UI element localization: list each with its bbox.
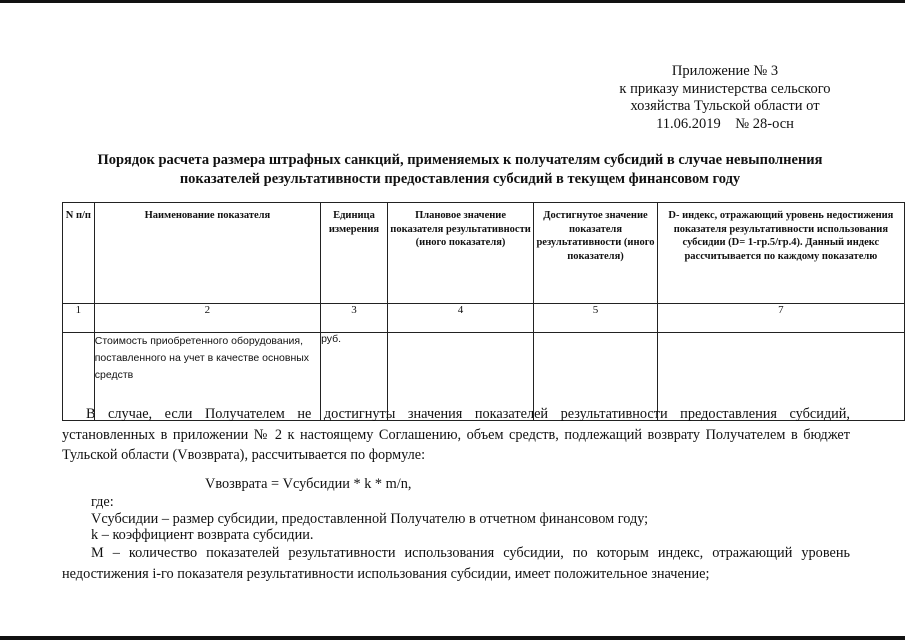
appendix-ministry-line: хозяйства Тульской области от [630, 98, 820, 114]
appendix-date-number: 11.06.2019 № 28-осн [656, 115, 794, 132]
definition-v-subsidy: Vсубсидии – размер субсидии, предоставленной Получателю в отчетном финансовом году; [91, 511, 649, 527]
page-top-border [0, 0, 905, 3]
appendix-number: Приложение № 3 [671, 63, 779, 79]
header-d-index: D- индекс, отражающий уровень недостижения показателя результативности использования субсидии (D= 1-гр.5/гр.4). Данный индекс рассчитывается по каждому показателю [657, 203, 904, 304]
header-number: N п/п [63, 203, 95, 304]
document-title: Порядок расчета размера штрафных санкций, применяемых к получателям субсидий в случае невыполнения показателей результативности предоставления субсидий в текущем финансовом году [97, 152, 823, 187]
column-number-2: 2 [94, 304, 320, 333]
where-label: где: [91, 494, 114, 510]
table-header-row [63, 203, 905, 304]
cell-unit: руб. [321, 333, 388, 421]
cell-indicator-name: Стоимость приобретенного оборудования, поставленного на учет в качестве основных средств [94, 333, 320, 421]
formula: Vвозврата = Vсубсидии * k * m/n, [205, 476, 412, 492]
header-achieved-value: Достигнутое значение показателя результативности (иного показателя) [534, 203, 658, 304]
column-number-5: 5 [534, 304, 658, 333]
indicators-table [62, 202, 905, 421]
column-number-1: 1 [63, 304, 95, 333]
header-indicator-name: Наименование показателя [94, 203, 320, 304]
page-bottom-border [0, 636, 905, 640]
definition-k: k – коэффициент возврата субсидии. [91, 527, 314, 543]
paragraph-return-condition: В случае, если Получателем не достигнуты значения показателей результативности предоставления субсидий, установленных в приложении № 2 к настоящему Соглашению, объем средств, подлежащий возврату Получателем в бюджет Тульской области (Vвозврата), рассчитывается по формуле: [62, 406, 850, 463]
appendix-header [560, 63, 890, 133]
table-column-numbers-row [63, 304, 905, 333]
header-unit: Единица измерения [321, 203, 388, 304]
header-planned-value: Плановое значение показателя результативности (иного показателя) [387, 203, 533, 304]
appendix-order-line: к приказу министерства сельского [619, 80, 831, 97]
column-number-4: 4 [387, 304, 533, 333]
column-number-7: 7 [657, 304, 904, 333]
column-number-3: 3 [321, 304, 388, 333]
definition-m: М – количество показателей результативности использования субсидии, по которым индекс, отражающий уровень недостижения i-го показателя результативности использования субсидии, имеет положительное значение; [62, 545, 850, 582]
